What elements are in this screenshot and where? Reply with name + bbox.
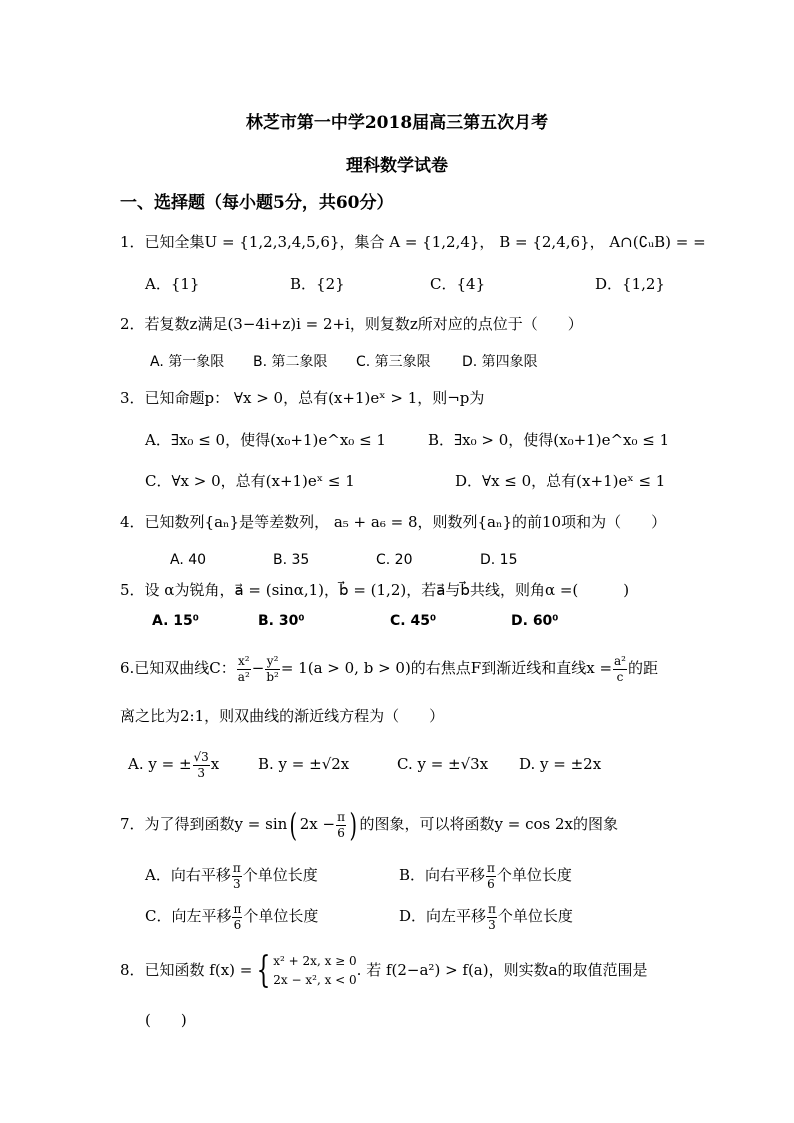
q7-d-den: 3 xyxy=(488,917,496,932)
q7-c-pi: π xyxy=(233,901,242,916)
q6-a-den: 3 xyxy=(197,765,205,780)
q1-option-a: A．{1} xyxy=(145,275,200,293)
q3-option-a: A．∃x₀ ≤ 0，使得(x₀+1)e^x₀ ≤ 1 xyxy=(145,431,386,449)
q4-option-c: C. 20 xyxy=(376,552,413,568)
q8-text-pre: 8．已知函数 f(x) = xyxy=(120,961,253,979)
q7-d-frac xyxy=(487,902,497,933)
q7-lparen: ( xyxy=(289,806,298,844)
q8-brace: { xyxy=(256,950,271,991)
q6-option-a xyxy=(128,748,219,781)
q1-option-c: C．{4} xyxy=(430,275,486,293)
q7-c-frac xyxy=(232,902,242,933)
q5-option-c: C. 45⁰ xyxy=(390,613,437,629)
q6-frac-a2c xyxy=(613,654,627,685)
q7-rparen: ) xyxy=(349,806,357,844)
q7-d-pre: D．向左平移 xyxy=(399,907,487,925)
question-4-stem: 4．已知数列{aₙ}是等差数列， a₅ + a₆ = 8，则数列{aₙ}的前10项和为（ ） xyxy=(120,513,667,531)
q7-a-pi: π xyxy=(232,860,241,875)
q6-y2: y² xyxy=(266,653,279,668)
q8-answer-paren: ( ) xyxy=(145,1011,187,1029)
q6-option-d: D. y = ±2x xyxy=(519,755,602,773)
q7-six: 6 xyxy=(337,825,345,840)
q8-cases xyxy=(273,952,356,990)
q6-c-den: c xyxy=(616,669,624,684)
q1-option-b: B．{2} xyxy=(290,275,345,293)
q6-a-post: x xyxy=(210,755,220,773)
q7-option-b xyxy=(399,858,572,892)
q7-c-unit: 个单位长度 xyxy=(243,907,319,925)
q6-a2: a² xyxy=(237,669,250,684)
q6-frac-x xyxy=(237,654,251,685)
q6-text-mid: = 1(a > 0, b > 0)的右焦点F到渐近线和直线x = xyxy=(280,659,613,677)
question-3-stem: 3．已知命题p： ∀x > 0，总有(x+1)eˣ > 1，则¬p为 xyxy=(120,389,485,407)
q7-b-den: 6 xyxy=(487,876,495,891)
q7-text-pre: 7．为了得到函数y = sin xyxy=(120,815,288,833)
question-8-stem xyxy=(120,950,648,991)
question-2-stem: 2．若复数z满足(3−4i+z)i = 2+i，则复数z所对应的点位于（ ） xyxy=(120,315,583,333)
q3-option-b: B．∃x₀ > 0，使得(x₀+1)e^x₀ ≤ 1 xyxy=(428,431,670,449)
section-heading: 一、选择题（每小题5分，共60分） xyxy=(120,193,394,213)
q2-option-c: C. 第三象限 xyxy=(356,354,431,370)
q7-text-post: 的图象，可以将函数y = cos 2x的图象 xyxy=(359,815,618,833)
q4-option-d: D. 15 xyxy=(480,552,518,568)
q2-option-b: B. 第二象限 xyxy=(253,354,328,370)
q6-option-b: B. y = ±√2x xyxy=(258,755,350,773)
q8-case2: 2x − x², x < 0 xyxy=(273,973,357,987)
q7-option-d xyxy=(399,899,573,933)
q7-c-den: 6 xyxy=(233,917,242,932)
question-6-line2: 离之比为2:1，则双曲线的渐近线方程为（ ） xyxy=(120,707,445,725)
q5-option-b: B. 30⁰ xyxy=(258,613,305,629)
question-6-stem: 6.已知双曲线C： $\frac{\text{x²}}{\text{a²}}$ − $\frac{\text{y²}}{\text{b²}}$ = 1(a > 0, b > 0)的右焦点F到渐近线和直线x = $\frac{\text{a²}}{c}$ 的距 xyxy=(120,653,658,684)
q6-a-frac xyxy=(193,750,210,781)
q7-b-frac xyxy=(486,861,496,892)
question-7-stem xyxy=(120,802,618,846)
q6-b2: b² xyxy=(266,669,279,684)
question-1-stem: 1．已知全集U = {1,2,3,4,5,6}，集合 A = {1,2,4}， B = {2,4,6}， A∩(∁ᵤB) = = xyxy=(120,233,706,251)
q7-b-pre: B．向右平移 xyxy=(399,866,486,884)
q2-option-d: D. 第四象限 xyxy=(462,354,538,370)
q6-a-num: √3 xyxy=(193,749,209,764)
q1-option-d: D．{1,2} xyxy=(595,275,665,293)
q4-option-a: A. 40 xyxy=(170,552,207,568)
q6-frac-y xyxy=(265,654,280,685)
q4-option-b: B. 35 xyxy=(273,552,310,568)
q7-b-pi: π xyxy=(487,860,495,875)
exam-subtitle: 理科数学试卷 xyxy=(346,156,448,176)
q7-a-pre: A．向右平移 xyxy=(145,866,231,884)
q6-option-c: C. y = ±√3x xyxy=(397,755,489,773)
q8-text-post: . 若 f(2−a²) > f(a)，则实数a的取值范围是 xyxy=(356,961,648,979)
q7-inner: 2x − xyxy=(299,815,336,833)
q7-a-den: 3 xyxy=(232,876,241,891)
q5-option-a: A. 15⁰ xyxy=(152,613,199,629)
q7-d-unit: 个单位长度 xyxy=(497,907,573,925)
q5-option-d: D. 60⁰ xyxy=(511,613,559,629)
q6-text-pre: 6.已知双曲线C： xyxy=(120,659,236,677)
q7-d-pi: π xyxy=(488,901,496,916)
q7-a-unit: 个单位长度 xyxy=(242,866,318,884)
exam-title: 林芝市第一中学2018届高三第五次月考 xyxy=(245,113,549,133)
q7-b-unit: 个单位长度 xyxy=(496,866,572,884)
q6-x2: x² xyxy=(237,653,250,668)
q7-option-a xyxy=(145,858,318,892)
q7-a-frac xyxy=(232,861,242,892)
q3-option-c: C．∀x > 0，总有(x+1)eˣ ≤ 1 xyxy=(145,472,355,490)
q6-text-post: 的距 xyxy=(627,659,658,677)
q6-a2-num: a² xyxy=(614,653,626,668)
question-5-stem: 5．设 α为锐角，a⃗ = (sinα,1)，b⃗ = (1,2)，若a⃗与b⃗共线，则角α =( ) xyxy=(120,581,630,599)
q6-a-pre: A. y = ± xyxy=(128,755,192,773)
q3-option-d: D．∀x ≤ 0，总有(x+1)eˣ ≤ 1 xyxy=(455,472,666,490)
q8-case1: x² + 2x, x ≥ 0 xyxy=(273,954,357,968)
q7-frac xyxy=(336,810,346,841)
q7-c-pre: C．向左平移 xyxy=(145,907,232,925)
q7-option-c xyxy=(145,899,318,933)
q7-pi: π xyxy=(337,809,345,824)
q2-option-a: A. 第一象限 xyxy=(150,354,225,370)
